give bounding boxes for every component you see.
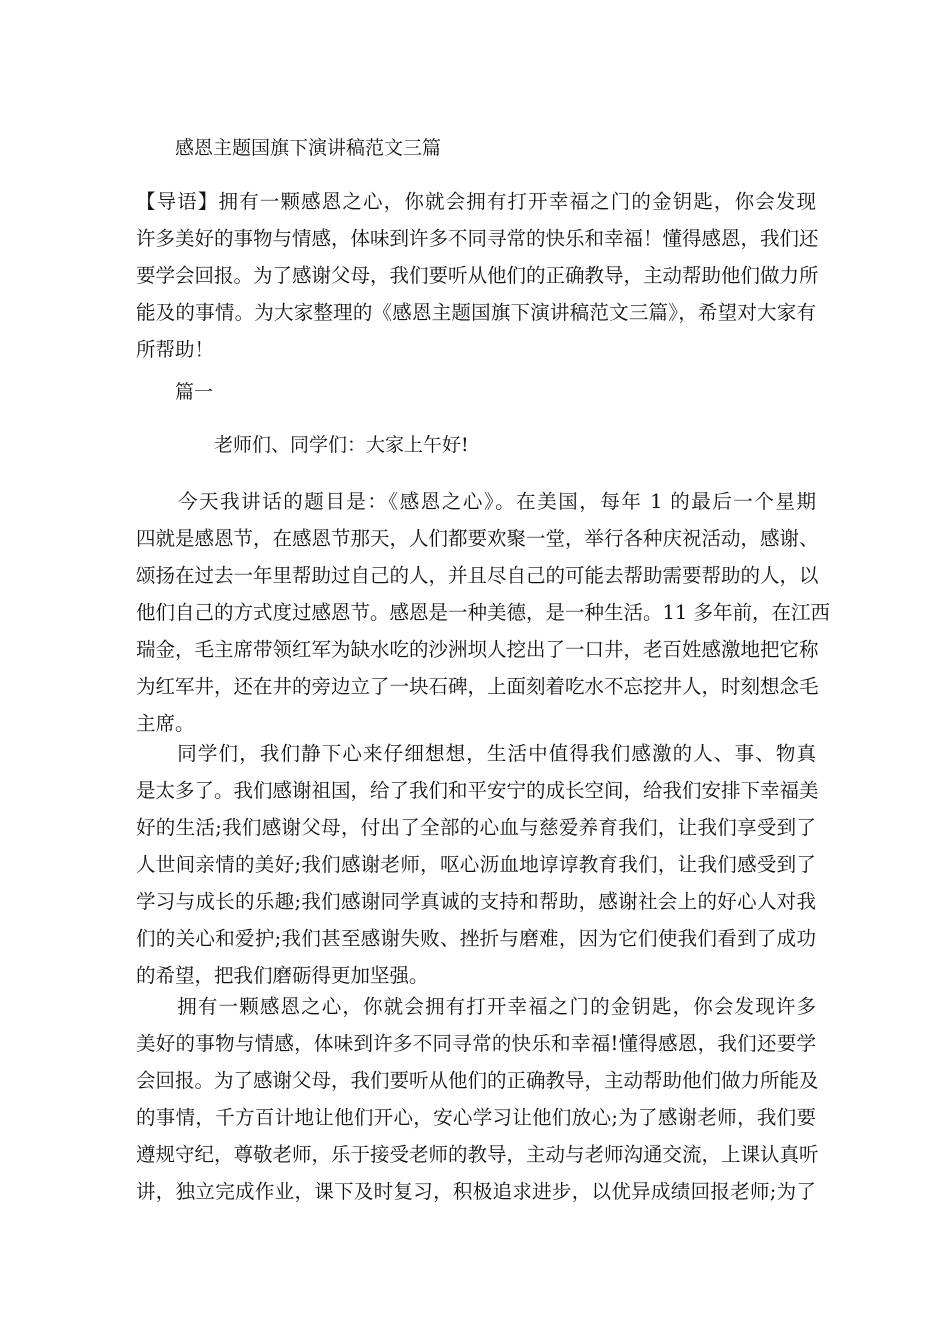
text-line: 颂扬在过去一年里帮助过自己的人，并且尽自己的可能去帮助需要帮助的人，以: [136, 564, 819, 587]
section-heading: 篇一: [175, 381, 214, 403]
intro-paragraph: [136, 183, 819, 368]
body-paragraph-2: [136, 735, 819, 994]
body-paragraph-3: [136, 988, 819, 1210]
text-line: 好的生活;我们感谢父母，付出了全部的心血与慈爱养育我们，让我们享受到了: [136, 816, 816, 839]
text-line: 主席。: [136, 712, 195, 735]
text-line: 讲，独立完成作业，课下及时复习，积极追求进步，以优异成绩回报老师;为了: [136, 1180, 816, 1203]
text-line: 的希望，把我们磨砺得更加坚强。: [136, 964, 429, 987]
text-line: 许多美好的事物与情感，体味到许多不同寻常的快乐和幸福！懂得感恩，我们还: [136, 227, 819, 250]
text-line: 他们自己的方式度过感恩节。感恩是一种美德，是一种生活。11 多年前，在江西: [136, 601, 831, 624]
text-line: 的事情，千方百计地让他们开心，安心学习让他们放心;为了感谢老师，我们要: [136, 1106, 816, 1129]
text-line: 会回报。为了感谢父母，我们要听从他们的正确教导，主动帮助他们做力所能及: [136, 1069, 819, 1092]
text-line: 要学会回报。为了感谢父母，我们要听从他们的正确教导，主动帮助他们做力所: [136, 264, 819, 287]
text-line: 美好的事物与情感，体味到许多不同寻常的快乐和幸福!懂得感恩，我们还要学: [136, 1032, 816, 1055]
text-line: 是太多了。我们感谢祖国，给了我们和平安宁的成长空间，给我们安排下幸福美: [136, 779, 819, 802]
document-title: 感恩主题国旗下演讲稿范文三篇: [175, 137, 442, 159]
text-line: 【导语】拥有一颗感恩之心，你就会拥有打开幸福之门的金钥匙，你会发现: [136, 190, 816, 213]
text-line: 所帮助！: [136, 338, 215, 361]
text-line: 今天我讲话的题目是：《感恩之心》。在美国，每年 1 的最后一个星期: [136, 490, 816, 513]
speech-greeting: 老师们、同学们：大家上午好!: [214, 434, 469, 456]
body-paragraph-1: [136, 483, 831, 742]
text-line: 四就是感恩节，在感恩节那天，人们都要欢聚一堂，举行各种庆祝活动，感谢、: [136, 527, 819, 550]
text-line: 为红军井，还在井的旁边立了一块石碑，上面刻着吃水不忘挖井人，时刻想念毛: [136, 675, 819, 698]
text-line: 同学们，我们静下心来仔细想想，生活中值得我们感激的人、事、物真: [136, 742, 816, 765]
text-line: 学习与成长的乐趣;我们感谢同学真诚的支持和帮助，感谢社会上的好心人对我: [136, 890, 816, 913]
text-line: 瑞金，毛主席带领红军为缺水吃的沙洲坝人挖出了一口井，老百姓感激地把它称: [136, 638, 819, 661]
text-line: 拥有一颗感恩之心，你就会拥有打开幸福之门的金钥匙，你会发现许多: [136, 995, 816, 1018]
text-line: 们的关心和爱护;我们甚至感谢失败、挫折与磨难，因为它们使我们看到了成功: [136, 927, 816, 950]
text-line: 能及的事情。为大家整理的《感恩主题国旗下演讲稿范文三篇》，希望对大家有: [136, 301, 816, 324]
text-line: 遵规守纪，尊敬老师，乐于接受老师的教导，主动与老师沟通交流，上课认真听: [136, 1143, 819, 1166]
text-line: 人世间亲情的美好;我们感谢老师，呕心沥血地谆谆教育我们，让我们感受到了: [136, 853, 816, 876]
